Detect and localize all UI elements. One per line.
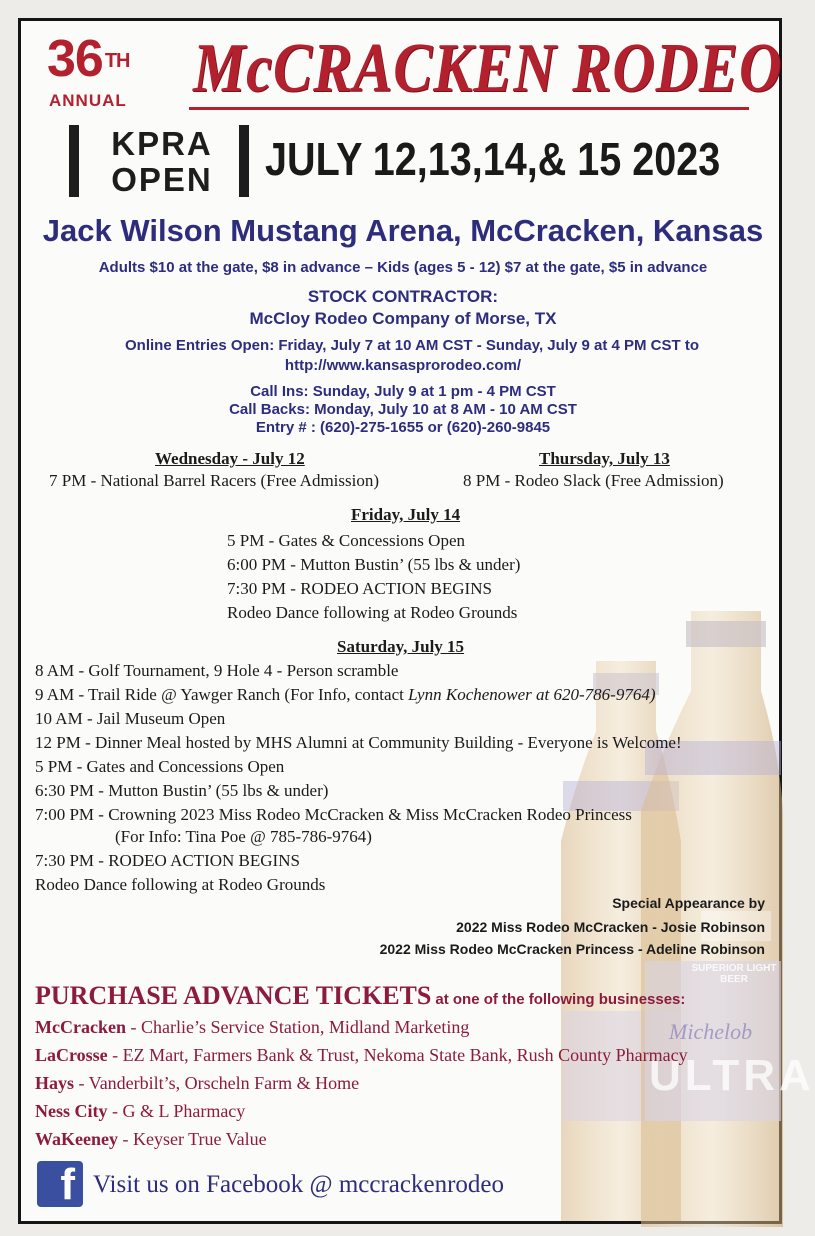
saturday-event: 9 AM - Trail Ride @ Yawger Ranch (For Info, contact Lynn Kochenower at 620-786-9764): [35, 685, 656, 704]
entry-numbers: Entry # : (620)-275-1655 or (620)-260-9845: [255, 419, 551, 436]
open-label: OPEN: [111, 161, 213, 198]
kpra-label: KPRA: [111, 125, 213, 162]
stock-contractor-label: STOCK CONTRACTOR:: [307, 287, 499, 306]
event-dates: JULY 12,13,14,& 15 2023: [265, 133, 721, 185]
ticket-location: WaKeeney - Keyser True Value: [35, 1129, 267, 1149]
arena-location: Jack Wilson Mustang Arena, McCracken, Kansas: [42, 213, 764, 248]
event-title: McCRACKEN RODEO: [193, 30, 783, 107]
online-entries: Online Entries Open: Friday, July 7 at 10 AM CST - Sunday, July 9 at 4 PM CST to: [125, 337, 700, 354]
saturday-heading: Saturday, July 15: [337, 637, 465, 656]
ticket-location: Ness City - G & L Pharmacy: [35, 1101, 246, 1121]
saturday-event-info: (For Info: Tina Poe @ 785-786-9764): [115, 827, 372, 846]
ticket-prices: Adults $10 at the gate, $8 in advance – Kids (ages 5 - 12) $7 at the gate, $5 in advance: [98, 259, 708, 276]
annual-label: ANNUAL: [49, 91, 127, 110]
saturday-event: 5 PM - Gates and Concessions Open: [35, 757, 285, 776]
stock-contractor-name: McCloy Rodeo Company of Morse, TX: [249, 309, 557, 328]
facebook-icon: f: [37, 1161, 83, 1207]
saturday-event: 6:30 PM - Mutton Bustin’ (55 lbs & under): [35, 781, 329, 800]
ticket-location: LaCrosse - EZ Mart, Farmers Bank & Trust, Nekoma State Bank, Rush County Pharmacy: [35, 1045, 688, 1065]
thursday-event: 8 PM - Rodeo Slack (Free Admission): [463, 471, 724, 490]
entries-url: http://www.kansasprorodeo.com/: [284, 357, 522, 374]
bottle-tagline: SUPERIOR LIGHT BEER: [691, 963, 777, 985]
thursday-heading: Thursday, July 13: [539, 449, 670, 468]
saturday-event: 12 PM - Dinner Meal hosted by MHS Alumni at Community Building - Everyone is Welcome!: [35, 733, 682, 752]
friday-heading: Friday, July 14: [351, 505, 461, 524]
bottle-product: ULTRA: [649, 1051, 815, 1100]
flyer: [18, 18, 815, 1224]
edition-number: 36 $^{TH}$: [47, 30, 130, 88]
friday-event: 6:00 PM - Mutton Bustin’ (55 lbs & under): [227, 555, 521, 574]
call-ins: Call Ins: Sunday, July 9 at 1 pm - 4 PM CST: [250, 383, 556, 400]
title-underline: [189, 107, 749, 110]
saturday-event: Rodeo Dance following at Rodeo Grounds: [35, 875, 326, 894]
saturday-event: 7:00 PM - Crowning 2023 Miss Rodeo McCracken & Miss McCracken Rodeo Princess: [35, 805, 632, 824]
friday-event: 7:30 PM - RODEO ACTION BEGINS: [227, 579, 492, 598]
special-appearance-heading: Special Appearance by: [612, 895, 765, 911]
facebook-link[interactable]: Visit us on Facebook @ mccrackenrodeo: [93, 1171, 504, 1198]
ticket-location: Hays - Vanderbilt’s, Orscheln Farm & Home: [35, 1073, 360, 1093]
bottle-brand: Michelob: [669, 1019, 753, 1044]
kpra-open-badge: [69, 125, 249, 197]
saturday-event: 8 AM - Golf Tournament, 9 Hole 4 - Person scramble: [35, 661, 399, 680]
special-appearance-1: 2022 Miss Rodeo McCracken - Josie Robinson: [456, 919, 765, 935]
saturday-event: 10 AM - Jail Museum Open: [35, 709, 226, 728]
purchase-tickets-heading: PURCHASE ADVANCE TICKETS at one of the following businesses:: [35, 981, 686, 1010]
friday-event: Rodeo Dance following at Rodeo Grounds: [227, 603, 518, 622]
call-backs: Call Backs: Monday, July 10 at 8 AM - 10 AM CST: [229, 401, 577, 418]
ticket-location: McCracken - Charlie’s Service Station, Midland Marketing: [35, 1017, 470, 1037]
special-appearance-2: 2022 Miss Rodeo McCracken Princess - Adeline Robinson: [379, 941, 765, 957]
wednesday-heading: Wednesday - July 12: [155, 449, 305, 468]
saturday-event: 7:30 PM - RODEO ACTION BEGINS: [35, 851, 300, 870]
wednesday-event: 7 PM - National Barrel Racers (Free Admission): [49, 471, 380, 490]
friday-event: 5 PM - Gates & Concessions Open: [227, 531, 465, 550]
